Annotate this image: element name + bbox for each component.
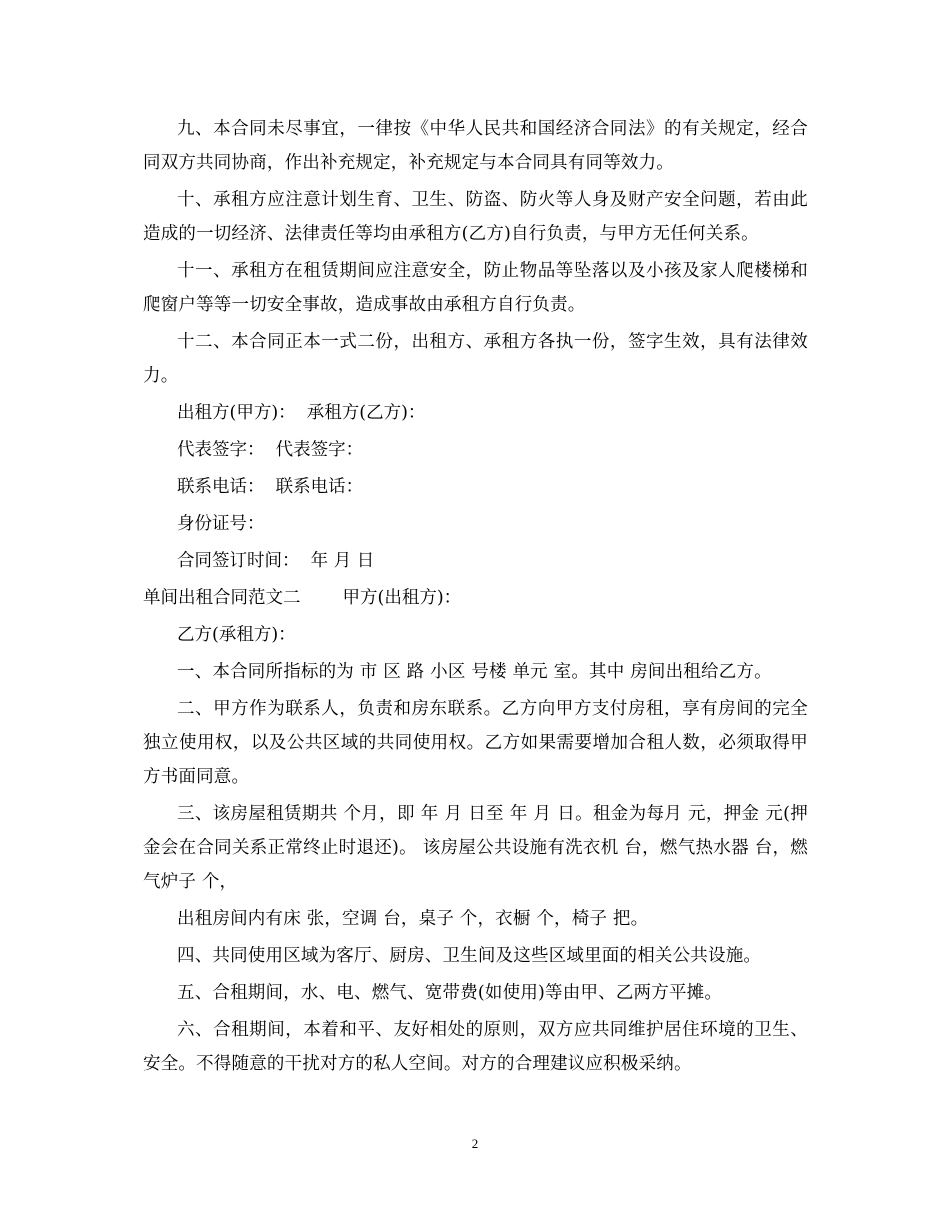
section-heading-line bbox=[143, 581, 808, 615]
clause-10: 十、承租方应注意计划生育、卫生、防盗、防火等人身及财产安全问题，若由此造成的一切经济、法律责任等均由承租方(乙方)自行负责，与甲方无任何关系。 bbox=[143, 190, 808, 244]
article-3-furniture: 出租房间内有床 张，空调 台，桌子 个，衣橱 个，椅子 把。 bbox=[177, 909, 649, 929]
signature-phones: 联系电话： 联系电话： bbox=[177, 477, 364, 497]
party-b-label: 乙方(承租方)： bbox=[177, 625, 296, 645]
clause-12: 十二、本合同正本一式二份，出租方、承租方各执一份，签字生效，具有法律效力。 bbox=[143, 332, 808, 386]
article-1: 一、本合同所指标的为 市 区 路 小区 号楼 单元 室。其中 房间出租给乙方。 bbox=[177, 662, 772, 682]
party-a-label: 甲方(出租方)： bbox=[342, 588, 462, 608]
article-4: 四、共同使用区域为客厅、厨房、卫生间及这些区域里面的相关公共设施。 bbox=[177, 946, 762, 966]
article-6: 六、合租期间，本着和平、友好相处的原则，双方应共同维护居住环境的卫生、安全。不得随意的干扰对方的私人空间。对方的合理建议应积极采纳。 bbox=[143, 1020, 808, 1074]
document-body bbox=[143, 112, 808, 1084]
clause-9: 九、本合同未尽事宜，一律按《中华人民共和国经济合同法》的有关规定，经合同双方共同协商，作出补充规定，补充规定与本合同具有同等效力。 bbox=[143, 119, 808, 173]
signature-representatives: 代表签字： 代表签字： bbox=[177, 440, 364, 460]
article-5: 五、合租期间，水、电、燃气、宽带费(如使用)等由甲、乙两方平摊。 bbox=[177, 983, 723, 1003]
clause-11: 十一、承租方在租赁期间应注意安全，防止物品等坠落以及小孩及家人爬楼梯和爬窗户等等一切安全事故，造成事故由承租方自行负责。 bbox=[143, 261, 808, 315]
page-number: 2 bbox=[471, 1136, 479, 1151]
article-2: 二、甲方作为联系人，负责和房东联系。乙方向甲方支付房租，享有房间的完全独立使用权，以及公共区域的共同使用权。乙方如果需要增加合租人数，必须取得甲方书面同意。 bbox=[143, 699, 808, 787]
signature-parties: 出租方(甲方)： 承租方(乙方)： bbox=[177, 403, 426, 423]
signature-date: 合同签订时间： 年 月 日 bbox=[177, 551, 375, 571]
section-title: 单间出租合同范文二 bbox=[143, 588, 301, 608]
signature-id-number: 身份证号： bbox=[177, 514, 265, 534]
article-3: 三、该房屋租赁期共 个月，即 年 月 日至 年 月 日。租金为每月 元，押金 元(押金会在合同关系正常终止时退还)。 该房屋公共设施有洗衣机 台，燃气热水器 台，燃气炉子 个， bbox=[143, 804, 808, 892]
